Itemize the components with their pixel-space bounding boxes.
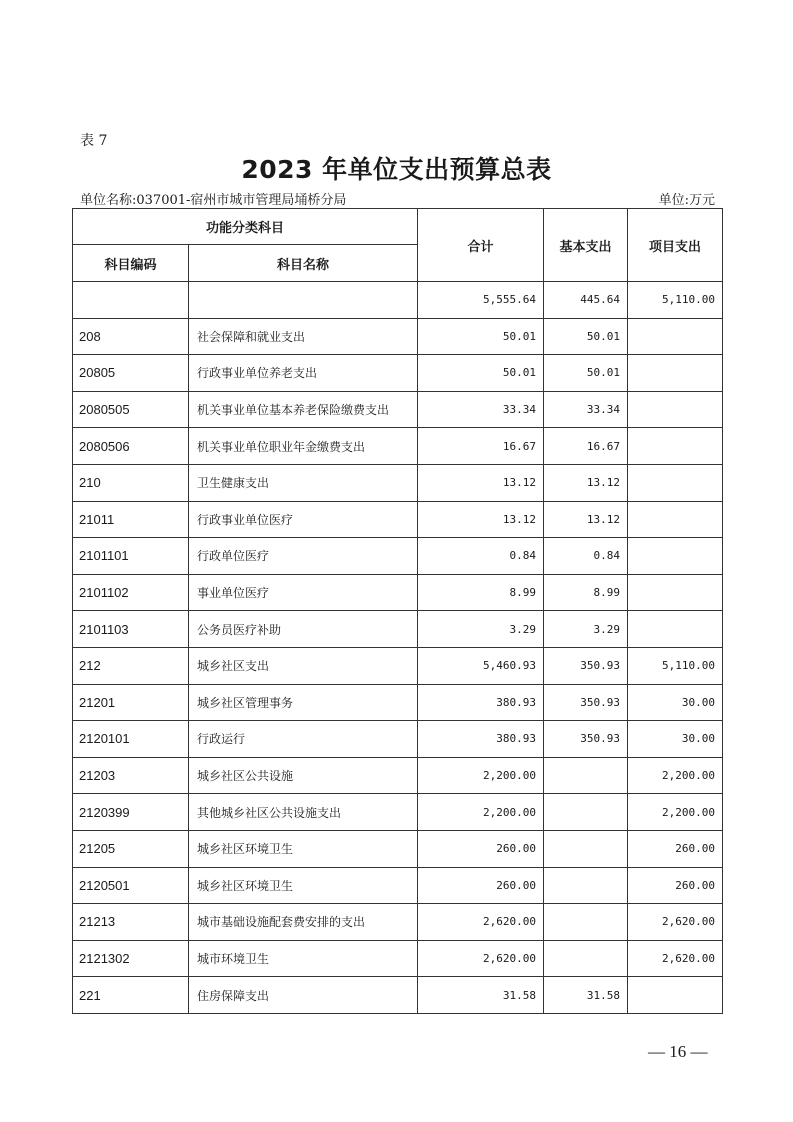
cell-code: 21201 [73,684,189,721]
cell-basic: 33.34 [544,391,628,428]
cell-total: 33.34 [418,391,544,428]
cell-project [628,391,723,428]
cell-total: 31.58 [418,977,544,1014]
cell-basic: 350.93 [544,647,628,684]
cell-code: 2120399 [73,794,189,831]
header-project: 项目支出 [628,209,723,282]
table-row [73,757,723,794]
cell-project [628,355,723,392]
table-row [73,830,723,867]
cell-code: 21205 [73,830,189,867]
cell-basic: 50.01 [544,355,628,392]
cell-total: 2,620.00 [418,904,544,941]
cell-project [628,318,723,355]
cell-code: 208 [73,318,189,355]
cell-name: 城乡社区环境卫生 [189,867,418,904]
header-code: 科目编码 [73,245,189,282]
cell-name: 社会保障和就业支出 [189,318,418,355]
cell-project: 2,200.00 [628,757,723,794]
table-body [73,282,723,1014]
cell-basic: 0.84 [544,538,628,575]
cell-total: 8.99 [418,574,544,611]
cell-basic: 31.58 [544,977,628,1014]
cell-basic [544,794,628,831]
header-name: 科目名称 [189,245,418,282]
cell-code: 21011 [73,501,189,538]
page-number: — 16 — [648,1042,708,1061]
cell-basic: 3.29 [544,611,628,648]
cell-total: 13.12 [418,464,544,501]
cell-name: 住房保障支出 [189,977,418,1014]
cell-total: 5,555.64 [418,282,544,319]
cell-total: 3.29 [418,611,544,648]
table-row [73,428,723,465]
table-row [73,464,723,501]
cell-total: 50.01 [418,355,544,392]
cell-code: 20805 [73,355,189,392]
header-total: 合计 [418,209,544,282]
table-row [73,501,723,538]
cell-name: 城市基础设施配套费安排的支出 [189,904,418,941]
cell-total: 2,200.00 [418,757,544,794]
cell-project: 30.00 [628,721,723,758]
cell-code: 221 [73,977,189,1014]
cell-total: 380.93 [418,721,544,758]
cell-basic [544,830,628,867]
cell-name: 行政运行 [189,721,418,758]
cell-project: 2,620.00 [628,940,723,977]
cell-name [189,282,418,319]
table-row [73,282,723,319]
cell-name: 卫生健康支出 [189,464,418,501]
table-row [73,940,723,977]
cell-project: 5,110.00 [628,647,723,684]
cell-total: 16.67 [418,428,544,465]
cell-total: 5,460.93 [418,647,544,684]
cell-name: 机关事业单位基本养老保险缴费支出 [189,391,418,428]
cell-total: 50.01 [418,318,544,355]
cell-project: 2,620.00 [628,904,723,941]
table-row [73,574,723,611]
cell-total: 2,620.00 [418,940,544,977]
cell-basic [544,867,628,904]
table-row [73,721,723,758]
cell-code [73,282,189,319]
cell-code: 2080506 [73,428,189,465]
cell-code: 21213 [73,904,189,941]
table-label: 表 7 [80,133,108,149]
unit-measure: 单位:万元 [658,193,715,208]
cell-code: 2101102 [73,574,189,611]
cell-total: 2,200.00 [418,794,544,831]
table-row [73,538,723,575]
cell-project [628,538,723,575]
table-row [73,355,723,392]
cell-project [628,977,723,1014]
cell-code: 2101101 [73,538,189,575]
cell-project: 260.00 [628,830,723,867]
cell-total: 260.00 [418,867,544,904]
header-function-group: 功能分类科目 [73,209,418,245]
table-row [73,391,723,428]
cell-basic: 350.93 [544,721,628,758]
table-row [73,684,723,721]
cell-project [628,464,723,501]
cell-basic: 13.12 [544,501,628,538]
cell-basic: 50.01 [544,318,628,355]
cell-name: 行政事业单位医疗 [189,501,418,538]
cell-name: 行政事业单位养老支出 [189,355,418,392]
cell-total: 0.84 [418,538,544,575]
header-basic: 基本支出 [544,209,628,282]
cell-name: 城乡社区管理事务 [189,684,418,721]
cell-name: 机关事业单位职业年金缴费支出 [189,428,418,465]
cell-basic: 16.67 [544,428,628,465]
cell-code: 2080505 [73,391,189,428]
cell-name: 城乡社区公共设施 [189,757,418,794]
cell-project: 260.00 [628,867,723,904]
cell-total: 260.00 [418,830,544,867]
cell-project [628,501,723,538]
cell-project [628,428,723,465]
cell-code: 21203 [73,757,189,794]
unit-name: 单位名称:037001-宿州市城市管理局埇桥分局 [80,193,347,208]
cell-basic [544,940,628,977]
cell-code: 2101103 [73,611,189,648]
cell-basic [544,904,628,941]
cell-project [628,611,723,648]
cell-code: 210 [73,464,189,501]
cell-basic: 445.64 [544,282,628,319]
cell-name: 公务员医疗补助 [189,611,418,648]
table-row [73,904,723,941]
cell-name: 其他城乡社区公共设施支出 [189,794,418,831]
table-row [73,318,723,355]
cell-project: 5,110.00 [628,282,723,319]
cell-name: 城市环境卫生 [189,940,418,977]
budget-table [72,208,723,1014]
cell-project [628,574,723,611]
cell-total: 13.12 [418,501,544,538]
cell-basic: 8.99 [544,574,628,611]
cell-basic: 350.93 [544,684,628,721]
cell-name: 城乡社区支出 [189,647,418,684]
cell-project: 2,200.00 [628,794,723,831]
cell-code: 2121302 [73,940,189,977]
cell-name: 事业单位医疗 [189,574,418,611]
cell-name: 行政单位医疗 [189,538,418,575]
table-row [73,977,723,1014]
table-row [73,867,723,904]
cell-code: 2120501 [73,867,189,904]
cell-code: 2120101 [73,721,189,758]
table-row [73,647,723,684]
cell-basic [544,757,628,794]
cell-basic: 13.12 [544,464,628,501]
table-row [73,611,723,648]
cell-code: 212 [73,647,189,684]
page-title: 2023 年单位支出预算总表 [241,155,552,184]
cell-total: 380.93 [418,684,544,721]
cell-project: 30.00 [628,684,723,721]
table-header [73,209,723,282]
cell-name: 城乡社区环境卫生 [189,830,418,867]
table-row [73,794,723,831]
